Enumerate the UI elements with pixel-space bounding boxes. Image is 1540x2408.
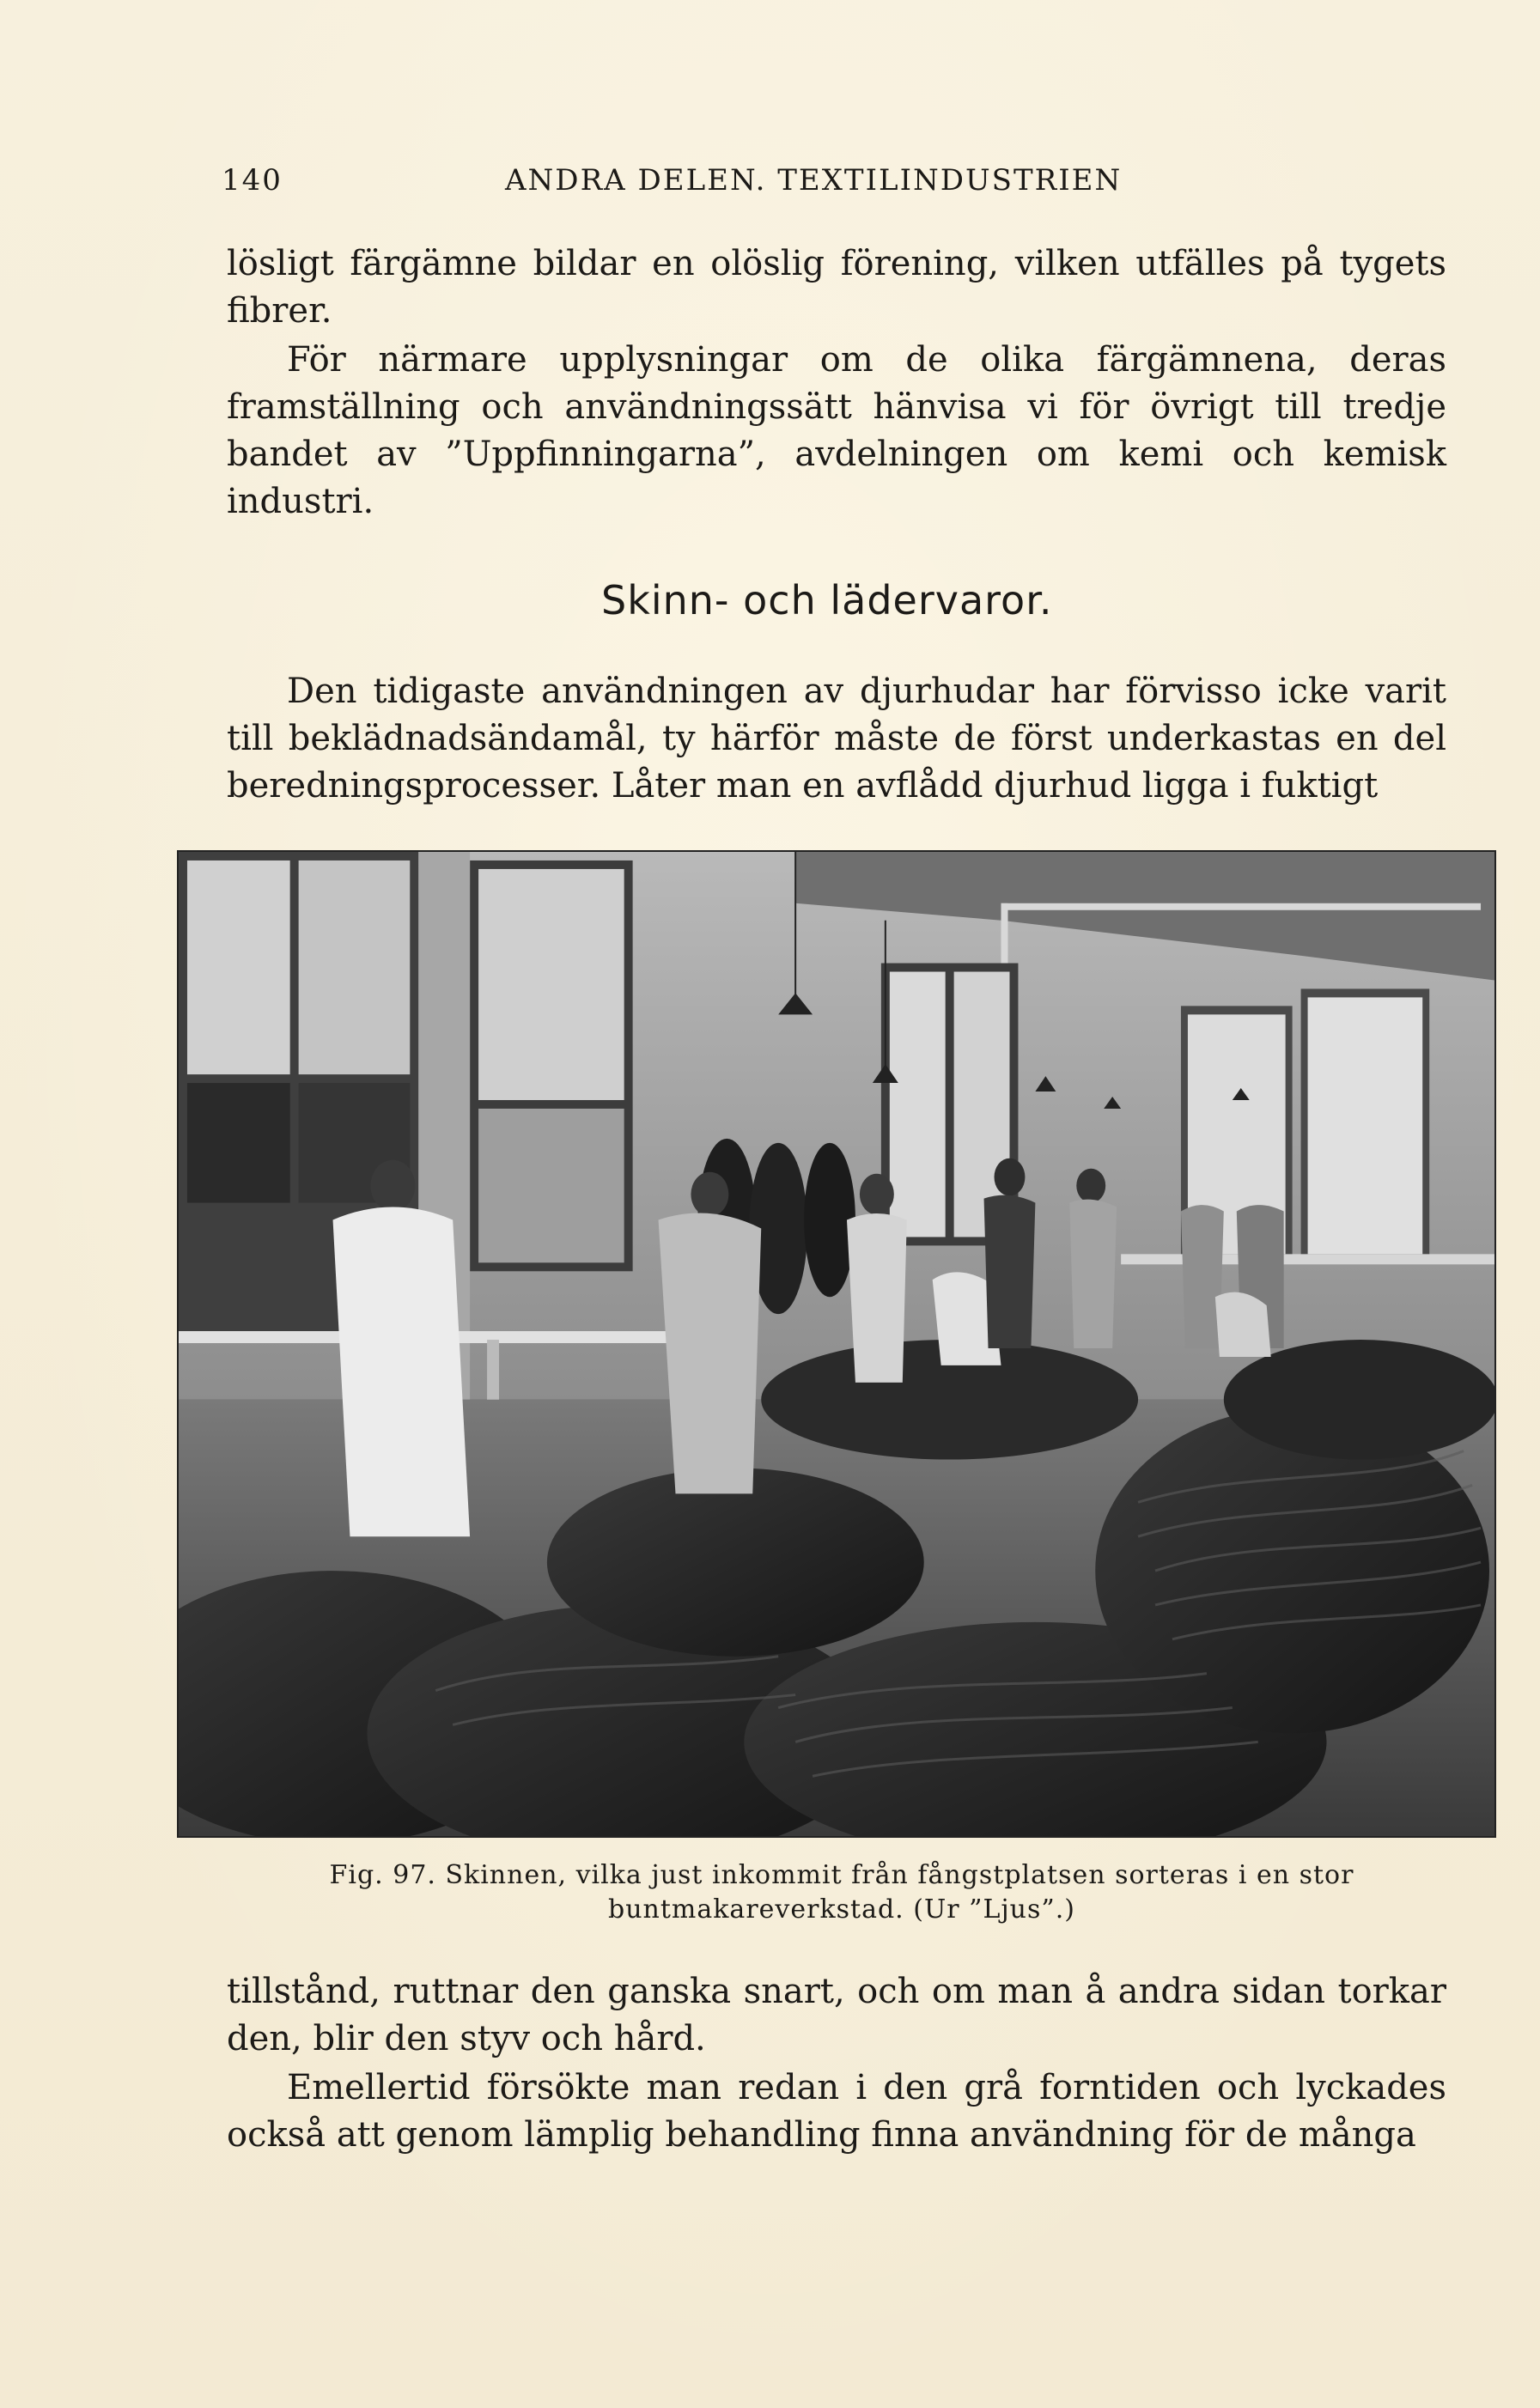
running-head	[222, 163, 1166, 201]
section-heading: Skinn- och lädervaror.	[601, 577, 1053, 623]
running-head-title: ANDRA DELEN. TEXTILINDUSTRIEN	[505, 163, 1123, 198]
paragraph-4: tillstånd, ruttnar den ganska snart, och om man å andra sidan torkar den, blir den styv och hård.	[227, 1972, 1446, 2058]
paragraph-2: För närmare upplysningar om de olika färgämnena, deras framställning och användningssätt hänvisa vi för övrigt till tredje bandet av ”Uppfinningarna”, avdelningen om kemi och kemisk industri.	[227, 340, 1446, 521]
paragraph-5: Emellertid försökte man redan i den grå forntiden och lyckades också att genom lämplig behandling finna användning för de många	[227, 2068, 1446, 2155]
figure-caption: Fig. 97. Skinnen, vilka just inkommit från fångstplatsen sorteras i en stor buntmakareverkstad. (Ur ”Ljus”.)	[329, 1860, 1354, 1925]
photo-illustration	[179, 852, 1494, 1836]
page-number: 140	[222, 163, 283, 198]
paragraph-1: lösligt färgämne bildar en olöslig förening, vilken utfälles på tygets fibrer.	[227, 244, 1446, 331]
paragraph-3: Den tidigaste användningen av djurhudar har förvisso icke varit till beklädnadsändamål, ty härför måste de först underkastas en del beredningsprocesser. Låter man en avflådd djurhud ligga i fuktigt	[227, 672, 1446, 806]
fur-workshop-photograph	[177, 850, 1496, 1838]
